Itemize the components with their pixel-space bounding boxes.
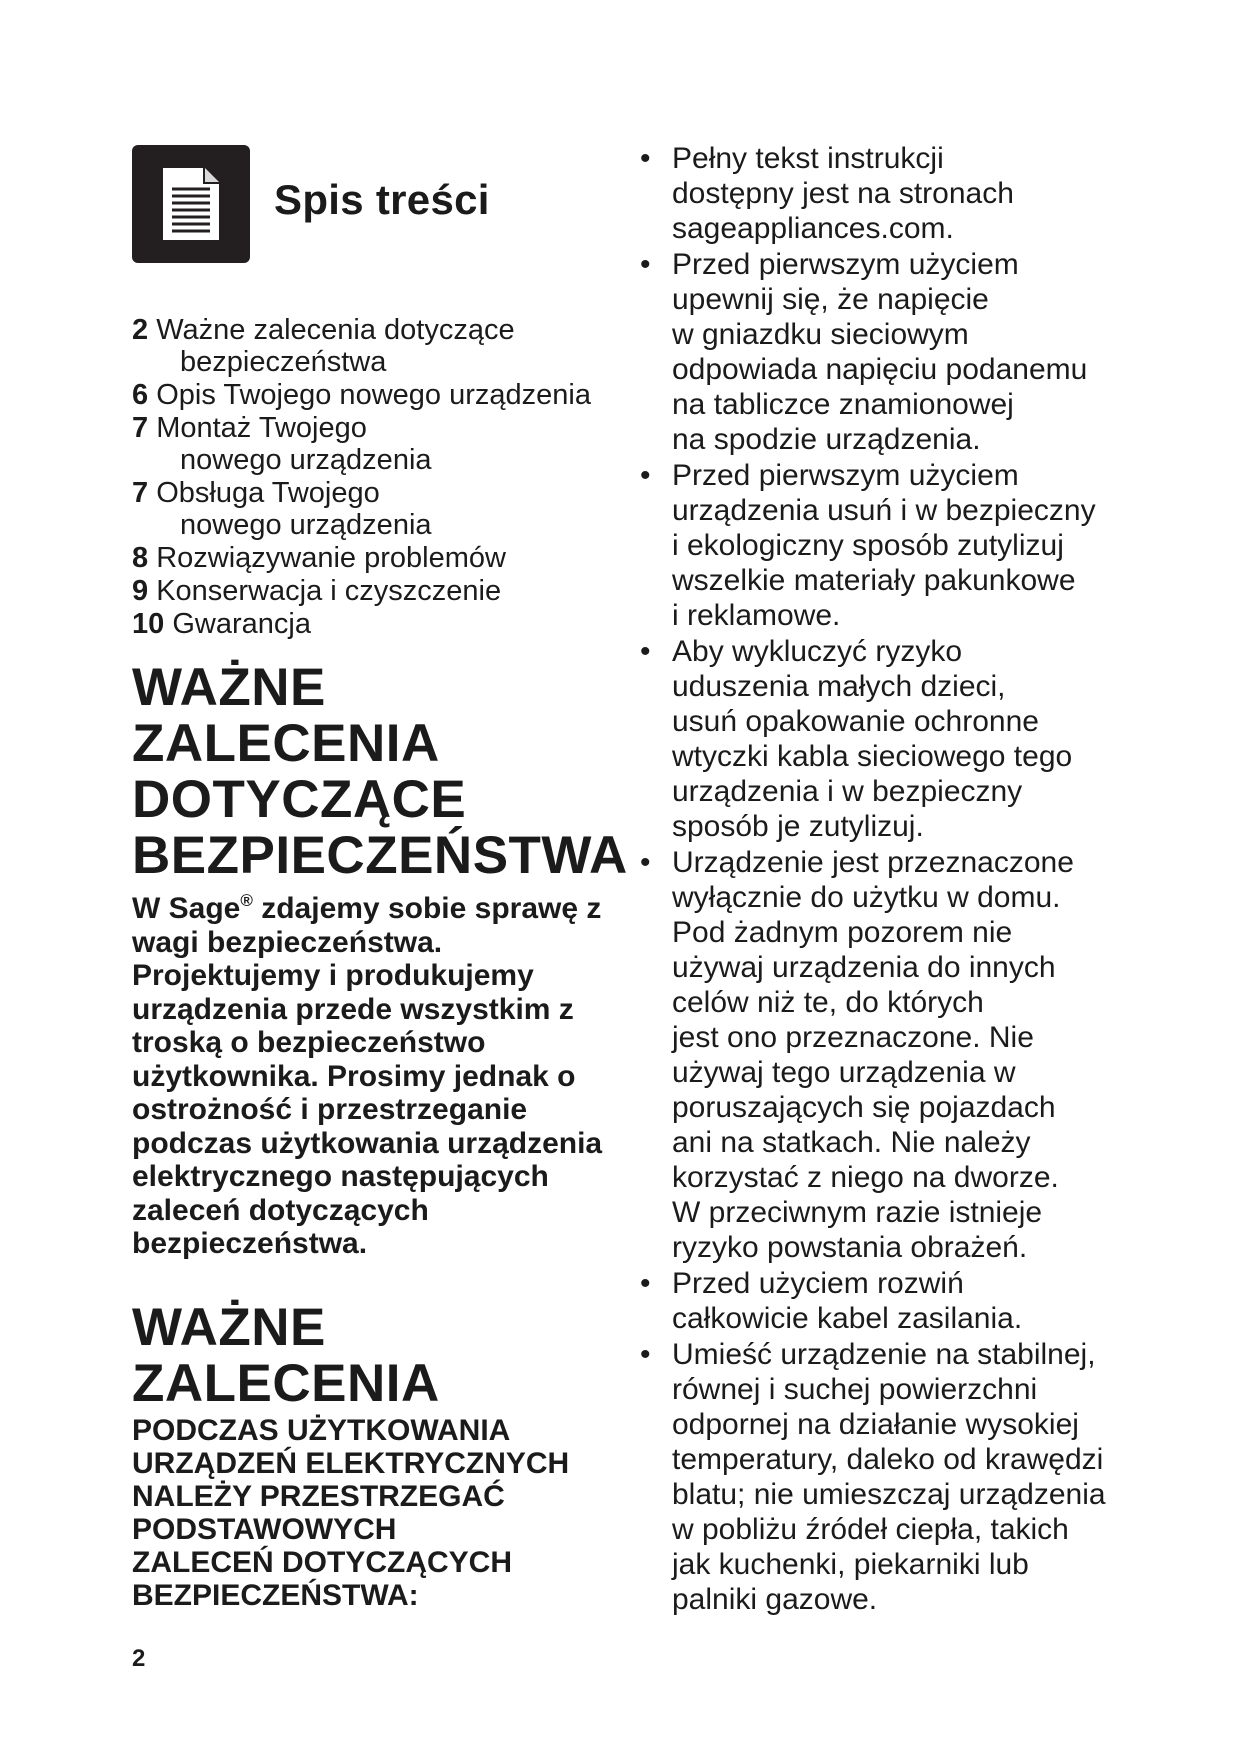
bullet-line: w gniazdku sieciowym <box>672 318 969 351</box>
subheading-line: PODCZAS UŻYTKOWANIA <box>132 1414 511 1447</box>
bullet-line: Urządzenie jest przeznaczone <box>672 846 1074 879</box>
bullet-line: Umieść urządzenie na stabilnej, <box>672 1338 1096 1371</box>
toc-page-number: 7 <box>132 412 149 444</box>
bullet-item <box>640 247 1120 457</box>
bullet-line: używaj tego urządzenia w <box>672 1056 1016 1089</box>
bullet-line: i ekologiczny sposób zutylizuj <box>672 529 1064 562</box>
toc-item-label-continued: nowego urządzenia <box>180 509 432 541</box>
table-of-contents <box>132 314 622 641</box>
toc-page-number: 7 <box>132 477 149 509</box>
toc-item <box>132 477 622 541</box>
bullet-line: uduszenia małych dzieci, <box>672 670 1006 703</box>
toc-item <box>132 575 622 607</box>
bullet-line: jest ono przeznaczone. Nie <box>672 1021 1034 1054</box>
heading-line: BEZPIECZEŃSTWA <box>132 826 628 885</box>
subheading-line: BEZPIECZEŃSTWA: <box>132 1579 419 1612</box>
toc-page-number: 6 <box>132 379 149 411</box>
bullet-dot: • <box>640 142 651 175</box>
bullet-line: palniki gazowe. <box>672 1583 878 1616</box>
safety-intro-paragraph <box>132 884 632 1261</box>
toc-title: Spis treści <box>274 176 490 223</box>
toc-item-label: Konserwacja i czyszczenie <box>156 575 502 607</box>
toc-item-label: Montaż Twojego <box>156 412 367 444</box>
bullet-line: sposób je zutylizuj. <box>672 810 924 843</box>
toc-page-number: 8 <box>132 542 149 574</box>
heading-line: ZALECENIA <box>132 1354 440 1413</box>
bullet-line: równej i suchej powierzchni <box>672 1373 1038 1406</box>
toc-item-label: Rozwiązywanie problemów <box>156 542 506 574</box>
bullet-line: W przeciwnym razie istnieje <box>672 1196 1043 1229</box>
bullet-line: ani na statkach. Nie należy <box>672 1126 1031 1159</box>
toc-page-number: 10 <box>132 608 165 640</box>
toc-item-label: Gwarancja <box>172 608 311 640</box>
bullet-item <box>640 141 1120 246</box>
bullet-line: odpornej na działanie wysokiej <box>672 1408 1079 1441</box>
bullet-line: korzystać z niego na dworze. <box>672 1161 1059 1194</box>
bullet-line: poruszających się pojazdach <box>672 1091 1056 1124</box>
document-icon <box>132 145 250 263</box>
bullet-item <box>640 634 1120 844</box>
bullet-line: i reklamowe. <box>672 599 841 632</box>
bullet-line: w pobliżu źródeł ciepła, takich <box>672 1513 1069 1546</box>
bullet-dot: • <box>640 846 651 879</box>
toc-item-label: Opis Twojego nowego urządzenia <box>156 379 591 411</box>
bullet-line: używaj urządzenia do innych <box>672 951 1056 984</box>
section-heading-recommendations <box>132 1300 652 1412</box>
bullet-dot: • <box>640 1267 651 1300</box>
page-number: 2 <box>132 1645 146 1672</box>
toc-item <box>132 608 622 640</box>
bullet-line: wtyczki kabla sieciowego tego <box>672 740 1073 773</box>
bullet-line: usuń opakowanie ochronne <box>672 705 1039 738</box>
toc-item <box>132 314 622 378</box>
bullet-item <box>640 845 1120 1265</box>
toc-item-label: Obsługa Twojego <box>156 477 380 509</box>
brand-name: W Sage <box>132 892 241 925</box>
toc-item <box>132 412 622 476</box>
heading-line: ZALECENIA <box>132 714 440 773</box>
toc-item <box>132 542 622 574</box>
subheading-line: URZĄDZEŃ ELEKTRYCZNYCH <box>132 1447 570 1480</box>
heading-line: WAŻNE <box>132 658 326 717</box>
bullet-line: wszelkie materiały pakunkowe <box>672 564 1076 597</box>
toc-item-label: Ważne zalecenia dotyczące <box>156 314 515 346</box>
bullet-line: blatu; nie umieszczaj urządzenia <box>672 1478 1106 1511</box>
toc-item <box>132 379 622 411</box>
bullet-line: Przed użyciem rozwiń <box>672 1267 964 1300</box>
bullet-dot: • <box>640 248 651 281</box>
subheading-line: ZALECEŃ DOTYCZĄCYCH <box>132 1546 512 1579</box>
bullet-item <box>640 1266 1120 1336</box>
bullet-dot: • <box>640 459 651 492</box>
bullet-line: sageappliances.com. <box>672 212 954 245</box>
bullet-line: Pełny tekst instrukcji <box>672 142 944 175</box>
bullet-line: ryzyko powstania obrażeń. <box>672 1231 1028 1264</box>
bullet-line: jak kuchenki, piekarniki lub <box>672 1548 1029 1581</box>
intro-text: zdajemy sobie sprawę z wagi bezpieczeństwa. Projektujemy i produkujemy urządzenia przede wszystkim z troską o bezpieczeństwo użytkownika. Prosimy jednak o ostrożność i przestrzeganie podczas użytkowania urządzenia elektrycznego następujących zaleceń dotyczących bezpieczeństwa. <box>132 892 603 1260</box>
bullet-item <box>640 458 1120 633</box>
bullet-line: upewnij się, że napięcie <box>672 283 989 316</box>
bullet-line: Przed pierwszym użyciem <box>672 459 1019 492</box>
bullet-dot: • <box>640 635 651 668</box>
bullet-line: Pod żadnym pozorem nie <box>672 916 1013 949</box>
safety-bullet-list <box>640 141 1120 1618</box>
bullet-line: Przed pierwszym użyciem <box>672 248 1019 281</box>
toc-item-label-continued: bezpieczeństwa <box>180 346 387 378</box>
bullet-line: Aby wykluczyć ryzyko <box>672 635 963 668</box>
toc-item-label-continued: nowego urządzenia <box>180 444 432 476</box>
bullet-dot: • <box>640 1338 651 1371</box>
bullet-line: temperatury, daleko od krawędzi <box>672 1443 1104 1476</box>
bullet-line: dostępny jest na stronach <box>672 177 1014 210</box>
bullet-line: na spodzie urządzenia. <box>672 423 981 456</box>
subheading-line: PODSTAWOWYCH <box>132 1513 397 1546</box>
heading-line: WAŻNE <box>132 1298 326 1357</box>
bullet-line: celów niż te, do których <box>672 986 984 1019</box>
bullet-line: na tabliczce znamionowej <box>672 388 1014 421</box>
section-subheading <box>132 1414 642 1612</box>
bullet-line: wyłącznie do użytku w domu. <box>672 881 1061 914</box>
heading-line: DOTYCZĄCE <box>132 770 467 829</box>
bullet-line: urządzenia usuń i w bezpieczny <box>672 494 1096 527</box>
section-heading-safety <box>132 660 652 884</box>
bullet-line: odpowiada napięciu podanemu <box>672 353 1088 386</box>
registered-mark: ® <box>240 891 253 910</box>
toc-page-number: 9 <box>132 575 149 607</box>
bullet-line: całkowicie kabel zasilania. <box>672 1302 1023 1335</box>
bullet-line: urządzenia i w bezpieczny <box>672 775 1023 808</box>
bullet-item <box>640 1337 1120 1617</box>
subheading-line: NALEŻY PRZESTRZEGAĆ <box>132 1480 505 1513</box>
toc-page-number: 2 <box>132 314 149 346</box>
